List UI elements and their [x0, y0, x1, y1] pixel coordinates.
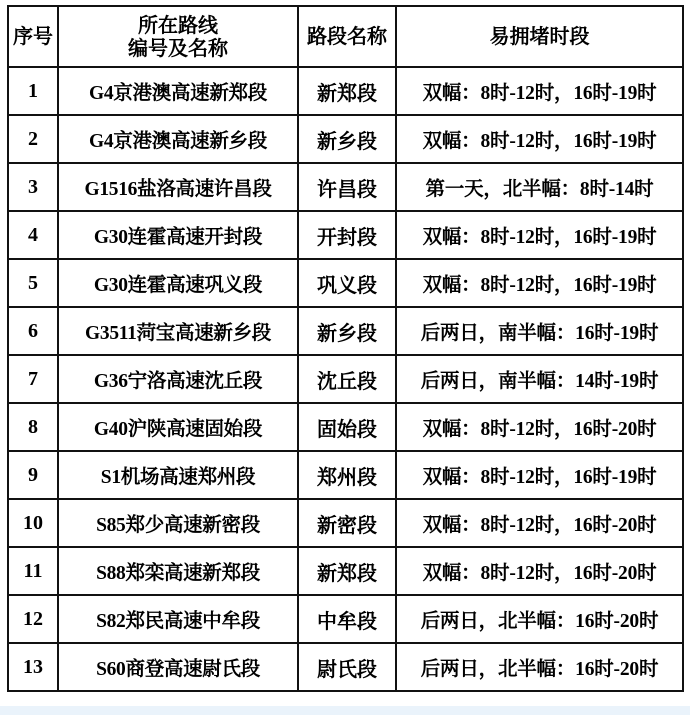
- cell-no: 9: [8, 451, 58, 499]
- cell-no: 11: [8, 547, 58, 595]
- cell-time: 第一天，北半幅：8时-14时: [396, 163, 683, 211]
- cell-time: 双幅：8时-12时，16时-20时: [396, 547, 683, 595]
- header-route-line1: 所在路线: [138, 12, 218, 37]
- table-row: [8, 547, 683, 595]
- table-row: [8, 499, 683, 547]
- cell-route: G4京港澳高速新郑段: [58, 67, 298, 115]
- cell-time: 后两日，南半幅：16时-19时: [396, 307, 683, 355]
- header-segment: [298, 6, 396, 67]
- table-row: [8, 643, 683, 691]
- cell-route: G3511菏宝高速新乡段: [58, 307, 298, 355]
- congestion-table-sheet: [7, 5, 682, 692]
- cell-route: S88郑栾高速新郑段: [58, 547, 298, 595]
- cell-segment: 沈丘段: [298, 355, 396, 403]
- header-segment-label: 路段名称: [307, 24, 387, 48]
- cell-no: 4: [8, 211, 58, 259]
- cell-no: 3: [8, 163, 58, 211]
- cell-segment: 新郑段: [298, 67, 396, 115]
- table-body: [8, 67, 683, 691]
- cell-segment: 开封段: [298, 211, 396, 259]
- cell-time: 后两日，北半幅：16时-20时: [396, 595, 683, 643]
- cell-no: 1: [8, 67, 58, 115]
- cell-route: G4京港澳高速新乡段: [58, 115, 298, 163]
- header-time-label: 易拥堵时段: [489, 24, 590, 48]
- header-route-line2: 编号及名称: [128, 35, 228, 60]
- cell-route: S85郑少高速新密段: [58, 499, 298, 547]
- table-row: [8, 211, 683, 259]
- cell-no: 8: [8, 403, 58, 451]
- table-row: [8, 115, 683, 163]
- table-row: [8, 163, 683, 211]
- header-no: [8, 6, 58, 67]
- cell-route: G30连霍高速开封段: [58, 211, 298, 259]
- cell-segment: 巩义段: [298, 259, 396, 307]
- cell-no: 13: [8, 643, 58, 691]
- table-row: [8, 67, 683, 115]
- header-no-label: 序号: [13, 24, 53, 48]
- header-route: [58, 6, 298, 67]
- cell-no: 2: [8, 115, 58, 163]
- cell-segment: 尉氏段: [298, 643, 396, 691]
- cell-segment: 固始段: [298, 403, 396, 451]
- table-row: [8, 595, 683, 643]
- cell-no: 6: [8, 307, 58, 355]
- bottom-edge-strip: [0, 706, 690, 715]
- cell-route: G40沪陕高速固始段: [58, 403, 298, 451]
- cell-time: 后两日，南半幅：14时-19时: [396, 355, 683, 403]
- cell-route: S82郑民高速中牟段: [58, 595, 298, 643]
- cell-time: 双幅：8时-12时，16时-20时: [396, 499, 683, 547]
- cell-segment: 中牟段: [298, 595, 396, 643]
- congestion-table: [7, 5, 684, 692]
- table-row: [8, 259, 683, 307]
- table-row: [8, 451, 683, 499]
- cell-time: 双幅：8时-12时，16时-19时: [396, 67, 683, 115]
- header-time: [396, 6, 683, 67]
- cell-no: 12: [8, 595, 58, 643]
- cell-segment: 郑州段: [298, 451, 396, 499]
- cell-no: 10: [8, 499, 58, 547]
- header-row: [8, 6, 683, 67]
- cell-segment: 新乡段: [298, 307, 396, 355]
- cell-route: G36宁洛高速沈丘段: [58, 355, 298, 403]
- cell-no: 7: [8, 355, 58, 403]
- cell-route: G30连霍高速巩义段: [58, 259, 298, 307]
- cell-time: 双幅：8时-12时，16时-20时: [396, 403, 683, 451]
- cell-time: 双幅：8时-12时，16时-19时: [396, 259, 683, 307]
- cell-route: S1机场高速郑州段: [58, 451, 298, 499]
- cell-no: 5: [8, 259, 58, 307]
- cell-time: 双幅：8时-12时，16时-19时: [396, 451, 683, 499]
- table-row: [8, 307, 683, 355]
- cell-segment: 新郑段: [298, 547, 396, 595]
- cell-segment: 新乡段: [298, 115, 396, 163]
- table-row: [8, 355, 683, 403]
- cell-segment: 许昌段: [298, 163, 396, 211]
- cell-route: S60商登高速尉氏段: [58, 643, 298, 691]
- table-row: [8, 403, 683, 451]
- cell-segment: 新密段: [298, 499, 396, 547]
- cell-route: G1516盐洛高速许昌段: [58, 163, 298, 211]
- cell-time: 后两日，北半幅：16时-20时: [396, 643, 683, 691]
- cell-time: 双幅：8时-12时，16时-19时: [396, 115, 683, 163]
- cell-time: 双幅：8时-12时，16时-19时: [396, 211, 683, 259]
- table-header: [8, 6, 683, 67]
